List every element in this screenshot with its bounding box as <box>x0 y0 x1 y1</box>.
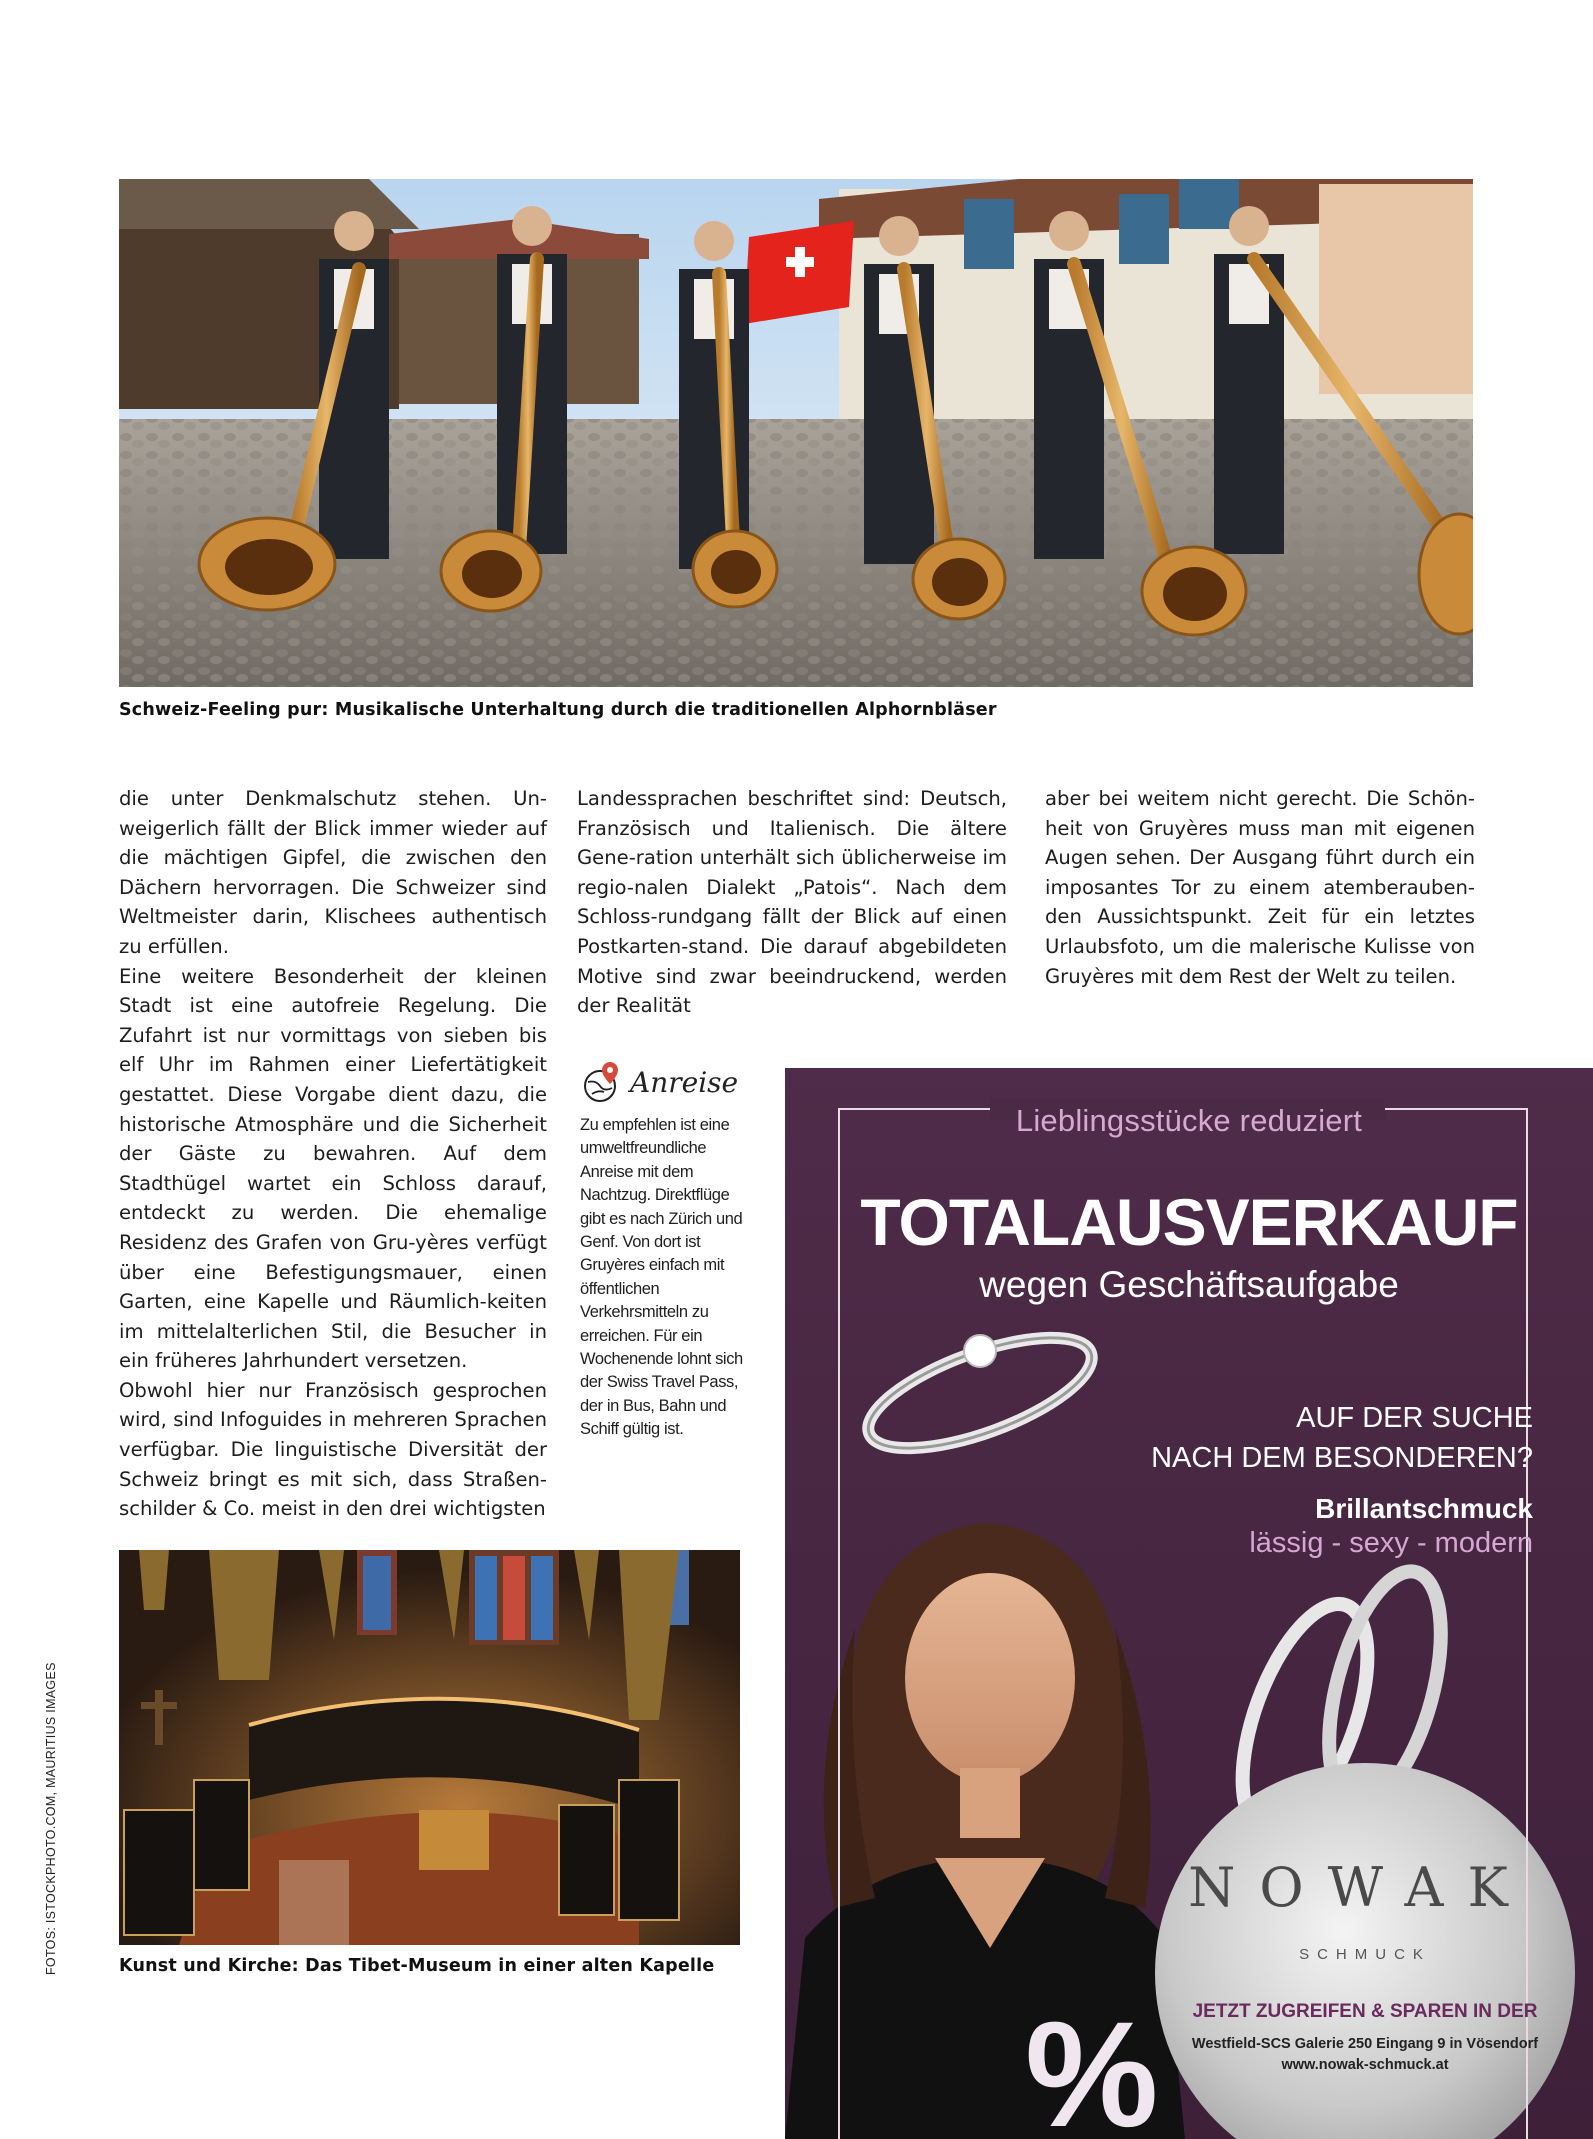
sidebar-title: Anreise <box>630 1065 739 1099</box>
ad-question-line-2: NACH DEM BESONDEREN? <box>1151 1442 1533 1474</box>
ad-website-link[interactable]: www.nowak-schmuck.at <box>1281 2057 1449 2073</box>
ad-question <box>1151 1398 1533 1478</box>
percent-sign: % <box>1025 1990 1159 2139</box>
globe-pin-icon <box>580 1060 624 1104</box>
article-column-3 <box>1045 784 1475 991</box>
sidebar-text: Zu empfehlen ist eine umweltfreundliche Anreise mit dem Nachtzug. Direktflüge gibt es nach Zürich und Genf. Von dort ist Gruyères einfach mit öffentlichen Verkehrsmitteln zu erreichen. Für ein Wochenende lohnt sich der Swiss Travel Pass, der in Bus, Bahn und Schiff gültig ist. <box>580 1116 743 1439</box>
tibet-museum-photo <box>119 1550 740 1945</box>
alphorn-photo <box>119 179 1473 687</box>
ad-frame <box>838 1108 1528 2139</box>
paragraph-5: aber bei weitem nicht gerecht. Die Schön-heit von Gruyères muss man mit eigenen Augen sehen. Der Ausgang führt durch ein imposantes Tor zu einem atemberauben-den Aussichtspunkt. Zeit für ein letztes Urlaubsfoto, um die malerische Kulisse von Gruyères mit dem Rest der Welt zu teilen. <box>1045 787 1475 988</box>
ad-kicker: Lieblingsstücke reduziert <box>1015 1103 1363 1138</box>
ad-headline: TOTALAUSVERKAUF <box>860 1185 1518 1259</box>
ad-address: Westfield-SCS Galerie 250 Eingang 9 in Vösendorf <box>1191 2036 1539 2052</box>
brand-subtitle: SCHMUCK <box>1299 1946 1431 1963</box>
article-column-2 <box>577 784 1007 1021</box>
sidebar-heading <box>580 1058 750 1106</box>
jewelry-advertisement[interactable] <box>785 1068 1593 2139</box>
top-photo-caption: Schweiz-Feeling pur: Musikalische Unterhaltung durch die traditionellen Alphornbläser <box>119 700 997 720</box>
article-column-1 <box>119 784 547 1524</box>
paragraph-2: Eine weitere Besonderheit der kleinen Stadt ist eine autofreie Regelung. Die Zufahrt ist nur vormittags von sieben bis elf Uhr im Rahmen einer Liefertätigkeit gestattet. Diese Vorgabe dient dazu, die historische Atmosphäre und die Sicherheit der Gäste zu bewahren. Auf dem Stadthügel wartet ein Schloss darauf, entdeckt zu werden. Die ehemalige Residenz des Grafen von Gru-yères verfügt über eine Befestigungsmauer, einen Garten, eine Kapelle und Räumlich-keiten im mittelalterlichen Stil, die Besucher in ein früheres Jahrhundert versetzen. <box>119 964 547 1373</box>
bottom-photo-caption: Kunst und Kirche: Das Tibet-Museum in einer alten Kapelle <box>119 1956 715 1976</box>
ad-tagline: lässig - sexy - modern <box>1249 1527 1533 1559</box>
photo-credit: FOTOS: ISTOCKPHOTO.COM, MAURITIUS IMAGES <box>44 1662 58 1975</box>
travel-sidebar <box>580 1058 750 1442</box>
ad-product: Brillantschmuck <box>1315 1493 1533 1524</box>
ad-subheadline: wegen Geschäftsaufgabe <box>979 1264 1399 1305</box>
brand-logo-text: NOWAK <box>1188 1856 1532 1919</box>
paragraph-1: die unter Denkmalschutz stehen. Un-weigerlich fällt der Blick immer wieder auf die mächtigen Gipfel, die zwischen den Dächern hervorragen. Die Schweizer sind Weltmeister darin, Klischees authentisch zu erfüllen. <box>119 787 547 958</box>
ad-question-line-1: AUF DER SUCHE <box>1296 1402 1533 1434</box>
paragraph-4: Landessprachen beschriftet sind: Deutsch, Französisch und Italienisch. Die ältere Gene-ration unterhält sich üblicherweise im regio-nalen Dialekt „Patois“. Nach dem Schloss-rundgang fällt der Blick auf einen Postkarten-stand. Die darauf abgebildeten Motive sind zwar beeindruckend, werden der Realität <box>577 787 1007 1018</box>
ad-call-to-action: JETZT ZUGREIFEN & SPAREN IN DER <box>1192 2001 1538 2022</box>
paragraph-3: Obwohl hier nur Französisch gesprochen wird, sind Infoguides in mehreren Sprachen verfügbar. Die linguistische Diversität der Schweiz bringt es mit sich, dass Straßen-schilder & Co. meist in den drei wichtigsten <box>119 1378 547 1521</box>
